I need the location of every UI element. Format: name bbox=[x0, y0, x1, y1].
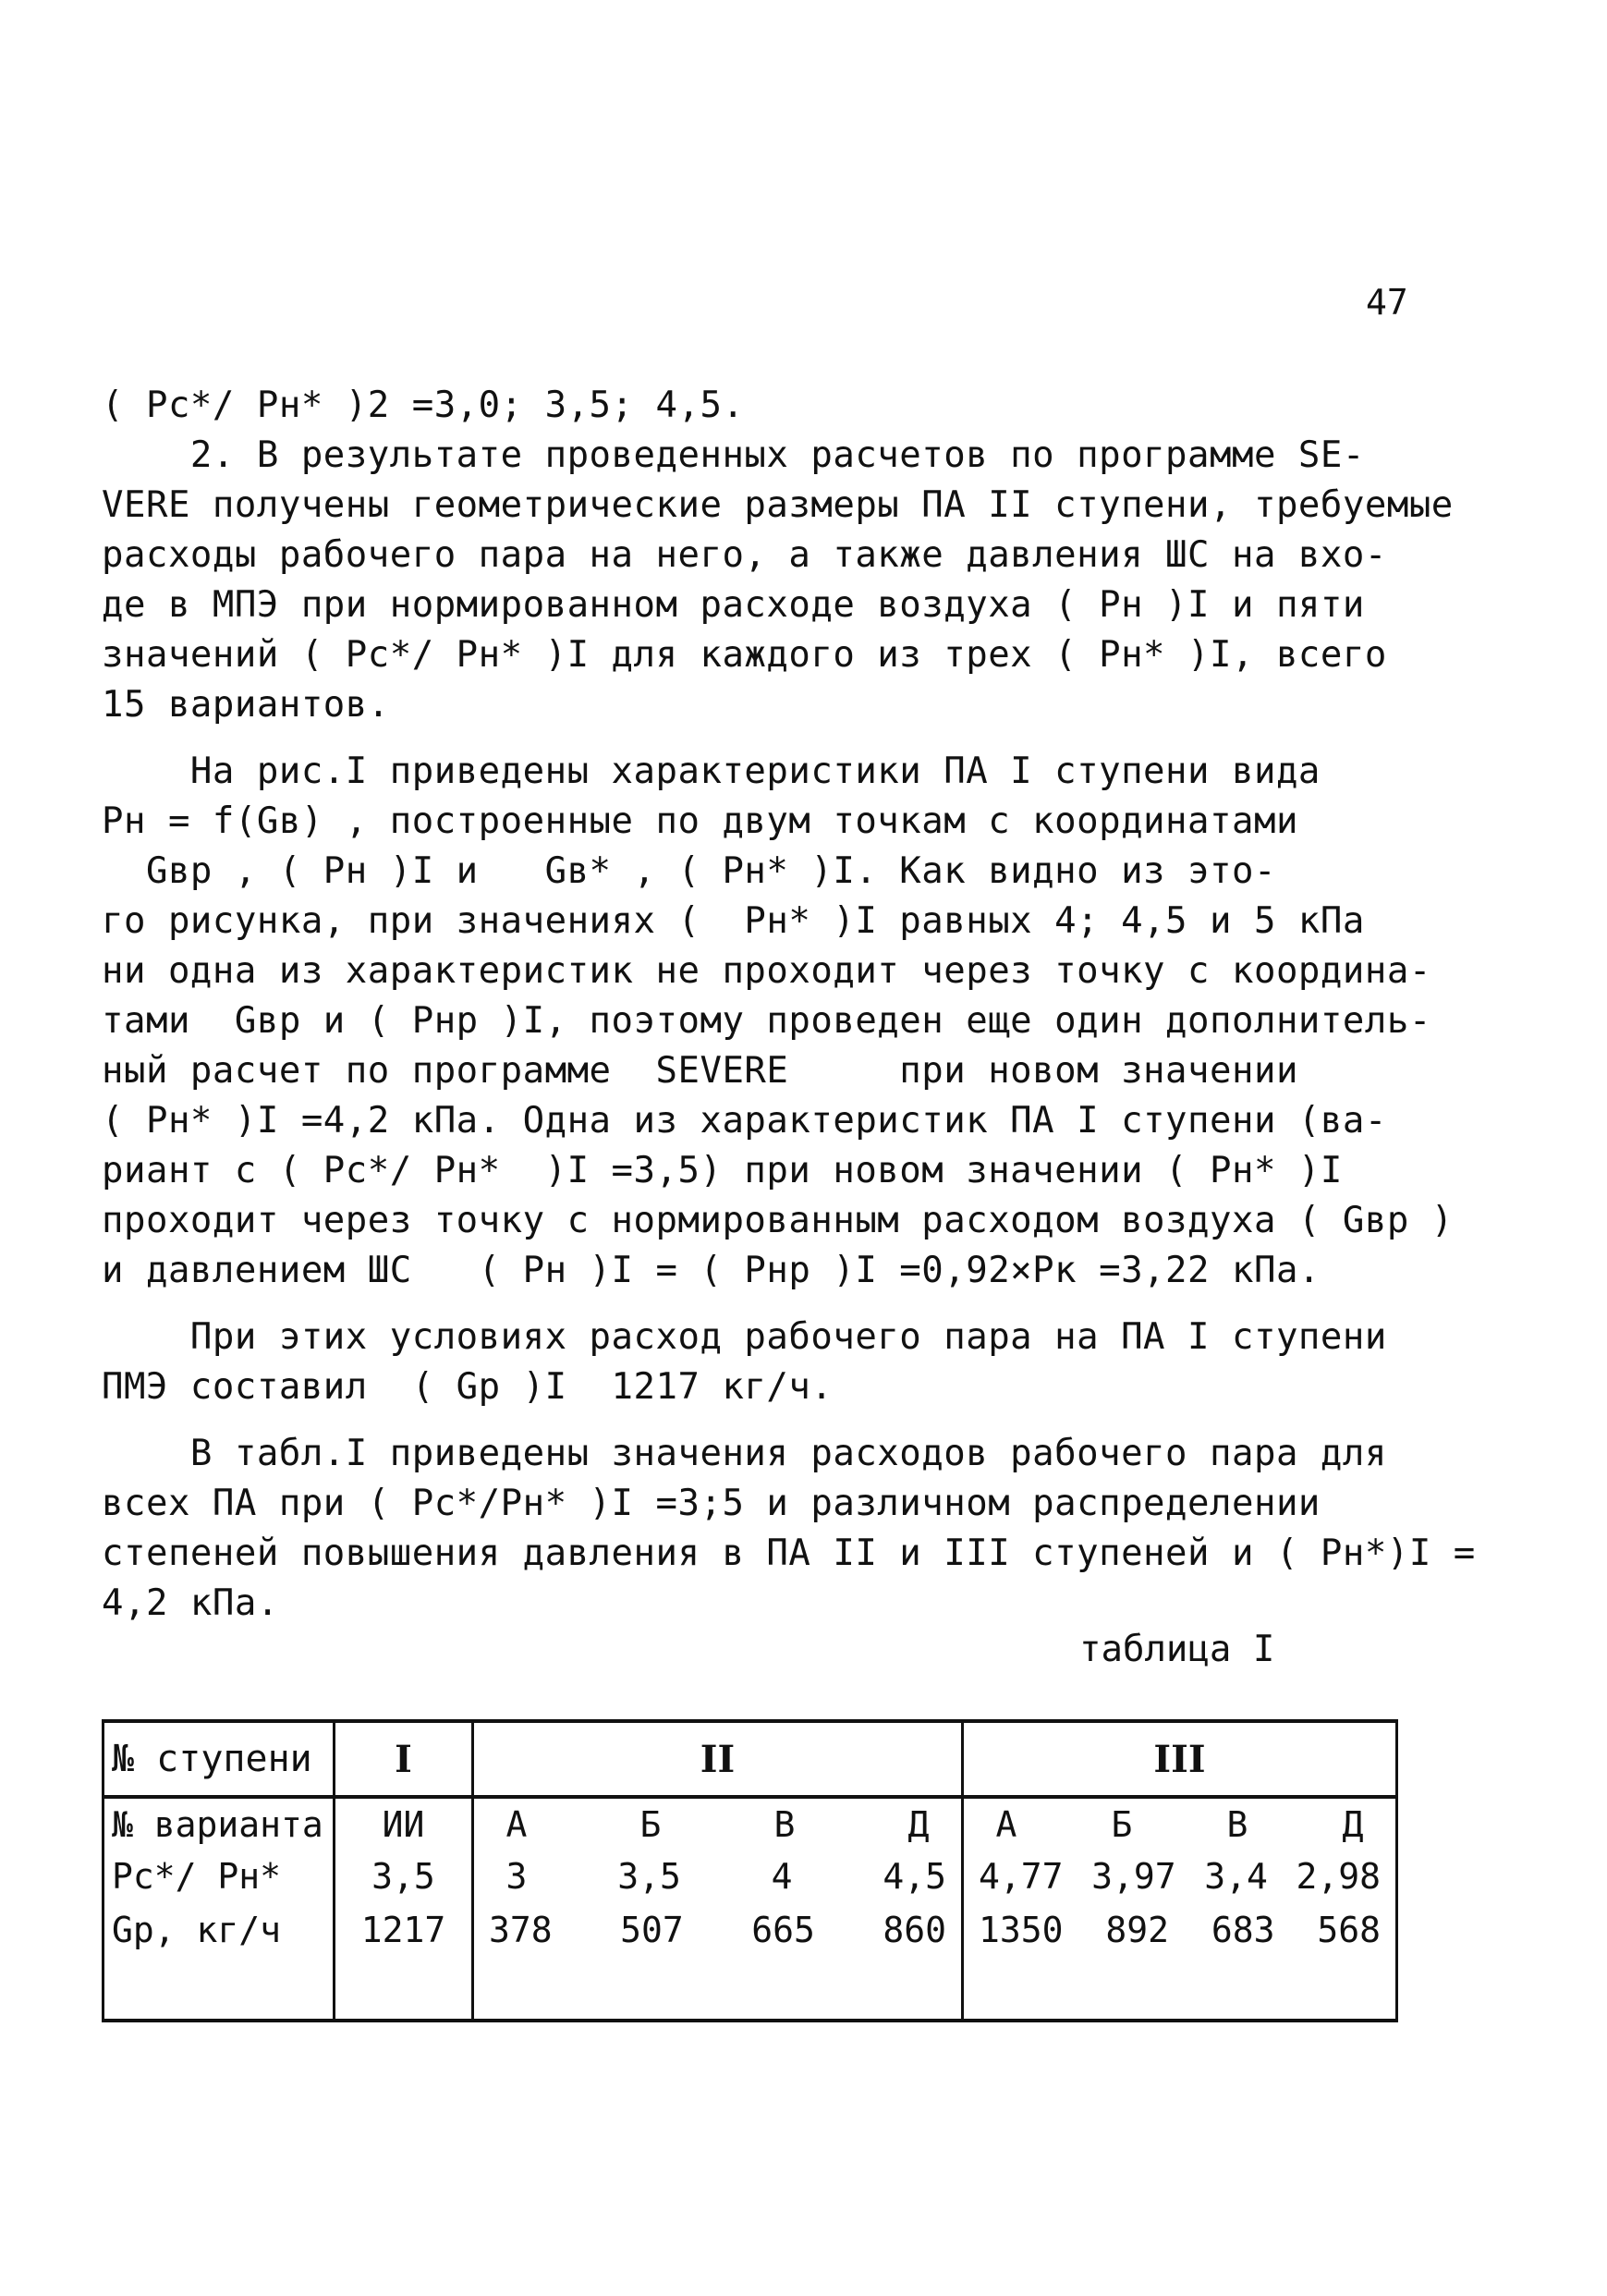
stage-header-3: III bbox=[963, 1721, 1397, 1797]
text-line: всех ПА при ( Рс*/Рн* )I =3;5 и различном распределении bbox=[102, 1483, 1321, 1524]
stage-2-ratios bbox=[473, 1850, 963, 1902]
table-cell: А bbox=[505, 1804, 528, 1845]
table-cell: 4,5 bbox=[883, 1856, 946, 1897]
table-cell: 665 bbox=[751, 1910, 815, 1950]
table-cell: 3 bbox=[505, 1856, 528, 1897]
table-cell: Б bbox=[1111, 1804, 1133, 1845]
stage-2-variants bbox=[473, 1797, 963, 1850]
table-cell: 4 bbox=[771, 1856, 793, 1897]
row-label-variant: № варианта bbox=[103, 1797, 335, 1850]
text-line: риант с ( Рс*/ Рн* )I =3,5) при новом значении ( Рн* )I bbox=[102, 1150, 1343, 1191]
table-row-stage bbox=[103, 1721, 1397, 1797]
stage-1-ratio: 3,5 bbox=[335, 1850, 473, 1902]
table-cell: В bbox=[773, 1804, 796, 1845]
row-label-flow: Gр, кг/ч bbox=[103, 1902, 335, 2021]
text-line: значений ( Рс*/ Рн* )I для каждого из трех ( Рн* )I, всего bbox=[102, 634, 1387, 676]
text-line: Рн = f(Gв) , построенные по двум точкам с координатами bbox=[102, 800, 1298, 842]
table-caption: таблица I bbox=[1079, 1629, 1275, 1670]
table-cell: 860 bbox=[883, 1910, 946, 1950]
table-cell: 1350 bbox=[979, 1910, 1064, 1950]
text-line: ни одна из характеристик не проходит через точку с координа- bbox=[102, 950, 1431, 992]
table-row-flow bbox=[103, 1902, 1397, 2021]
text-line: 2. В результате проведенных расчетов по программе SE- bbox=[102, 434, 1365, 476]
stage-1-flow: 1217 bbox=[335, 1902, 473, 2021]
parameters-table bbox=[102, 1719, 1398, 2022]
stage-3-variants bbox=[963, 1797, 1397, 1850]
table-cell: 683 bbox=[1211, 1910, 1275, 1950]
text-line: проходит через точку с нормированным расходом воздуха ( Gвр ) bbox=[102, 1200, 1454, 1241]
stage-header-2: II bbox=[473, 1721, 963, 1797]
text-line: степеней повышения давления в ПА II и III ступеней и ( Рн*)I = bbox=[102, 1533, 1476, 1574]
text-line: го рисунка, при значениях ( Рн* )I равных 4; 4,5 и 5 кПа bbox=[102, 900, 1365, 942]
table-row-variant bbox=[103, 1797, 1397, 1850]
text-line: ( Рс*/ Рн* )2 =3,0; 3,5; 4,5. bbox=[102, 385, 745, 426]
table-cell: 507 bbox=[620, 1910, 684, 1950]
text-line: 4,2 кПа. bbox=[102, 1582, 279, 1624]
text-line: 15 вариантов. bbox=[102, 684, 390, 726]
row-label-stage: № ступени bbox=[103, 1721, 335, 1797]
table-cell: 568 bbox=[1317, 1910, 1381, 1950]
stage-3-flows bbox=[963, 1902, 1397, 2021]
table-cell: 2,98 bbox=[1296, 1856, 1381, 1897]
text-line: ПМЭ составил ( Gр )I 1217 кг/ч. bbox=[102, 1366, 834, 1408]
table-cell: 3,5 bbox=[617, 1856, 681, 1897]
text-line: де в МПЭ при нормированном расходе воздуха ( Рн )I и пяти bbox=[102, 584, 1365, 626]
table-cell: 378 bbox=[489, 1910, 553, 1950]
stage-1-variant: ИИ bbox=[335, 1797, 473, 1850]
stage-2-flows bbox=[473, 1902, 963, 2021]
table-cell: 4,77 bbox=[979, 1856, 1064, 1897]
text-line: ( Рн* )I =4,2 кПа. Одна из характеристик ПА I ступени (ва- bbox=[102, 1100, 1387, 1142]
table-cell: 892 bbox=[1105, 1910, 1169, 1950]
row-label-ratio: Рс*/ Рн* bbox=[103, 1850, 335, 1902]
table-cell: Б bbox=[639, 1804, 662, 1845]
text-line: и давлением ШС ( Рн )I = ( Рнр )I =0,92×Рк =3,22 кПа. bbox=[102, 1250, 1321, 1291]
table-row-ratio bbox=[103, 1850, 1397, 1902]
text-line: На рис.I приведены характеристики ПА I ступени вида bbox=[102, 751, 1321, 792]
table-cell: В bbox=[1226, 1804, 1248, 1845]
table-cell: А bbox=[995, 1804, 1017, 1845]
text-line: VERE получены геометрические размеры ПА II ступени, требуемые bbox=[102, 484, 1454, 526]
table-cell: Д bbox=[1342, 1804, 1364, 1845]
page-number: 47 bbox=[1366, 282, 1408, 323]
text-line: расходы рабочего пара на него, а также давления ШС на вхо- bbox=[102, 534, 1387, 576]
table-cell: 3,97 bbox=[1091, 1856, 1176, 1897]
text-line: Gвр , ( Рн )I и Gв* , ( Рн* )I. Как видно из это- bbox=[102, 850, 1276, 892]
stage-3-ratios bbox=[963, 1850, 1397, 1902]
table-cell: Д bbox=[907, 1804, 930, 1845]
table-cell: 3,4 bbox=[1204, 1856, 1268, 1897]
text-line: При этих условиях расход рабочего пара на ПА I ступени bbox=[102, 1316, 1387, 1358]
text-line: ный расчет по программе SEVERE при новом значении bbox=[102, 1050, 1298, 1092]
text-line: тами Gвр и ( Рнр )I, поэтому проведен еще один дополнитель- bbox=[102, 1000, 1431, 1042]
text-line: В табл.I приведены значения расходов рабочего пара для bbox=[102, 1433, 1387, 1474]
stage-header-1: I bbox=[335, 1721, 473, 1797]
